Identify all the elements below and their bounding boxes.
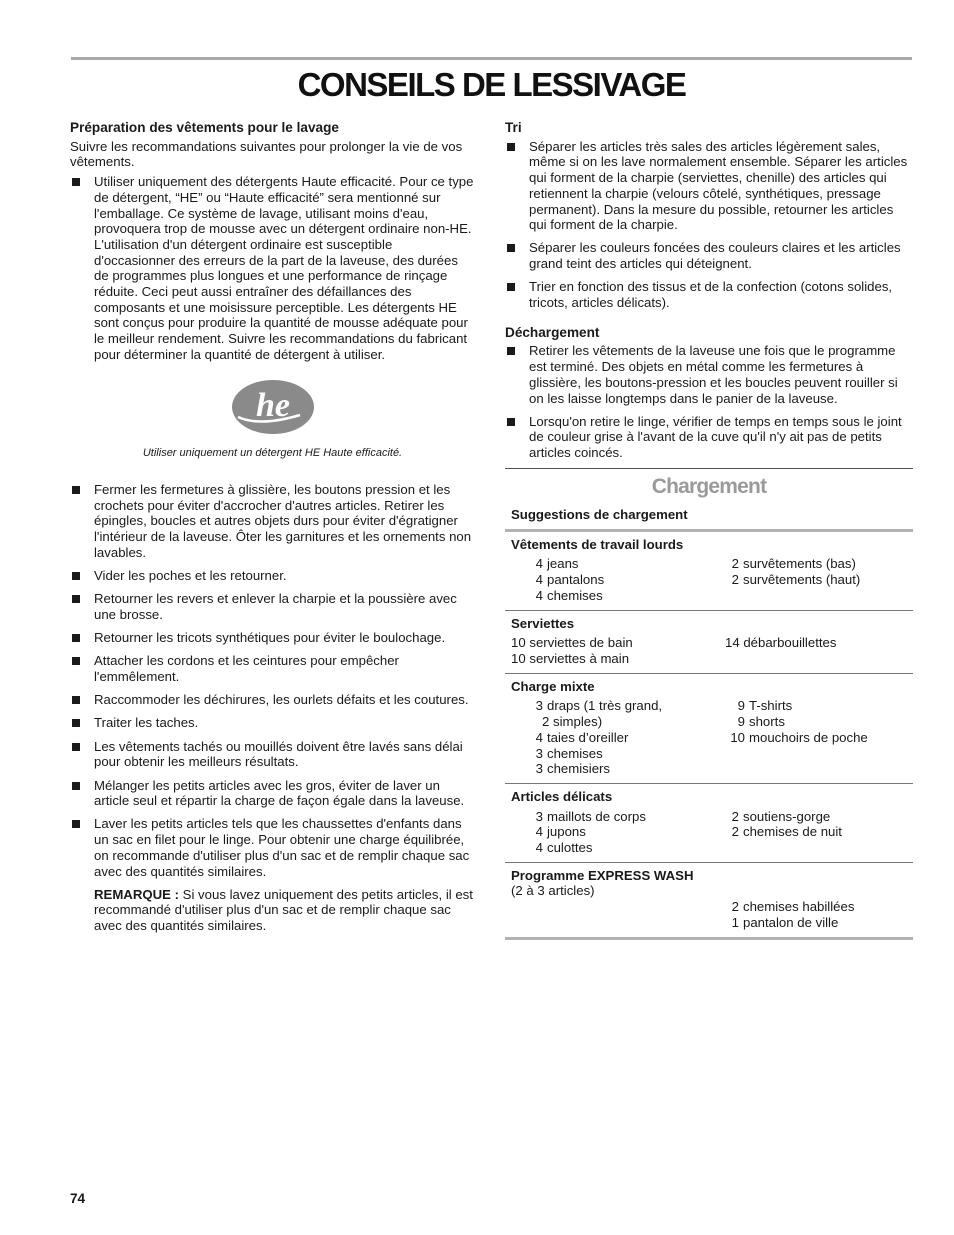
- note-paragraph: [94, 887, 475, 934]
- qty: 4: [535, 840, 543, 856]
- item-row: [725, 714, 907, 730]
- item-row: [529, 698, 725, 714]
- tri-heading: Tri: [505, 120, 522, 135]
- preparation-list-1: [70, 174, 475, 362]
- list-item: Retourner les revers et enlever la charpie et la poussière avec une brosse.: [70, 591, 475, 622]
- item: serviettes à main: [529, 650, 630, 666]
- item: soutiens-gorge: [743, 808, 831, 824]
- group-serviettes: [505, 611, 913, 674]
- list-item: Raccommoder les déchirures, les ourlets défaits et les coutures.: [70, 692, 475, 708]
- item: 2 simples): [542, 714, 603, 730]
- item-row: [529, 714, 725, 730]
- item-row: [725, 730, 907, 746]
- list-item: Mélanger les petits articles avec les gros, éviter de laver un article seul et répartir la charge de façon égale dans la laveuse.: [70, 778, 475, 809]
- item: chemises de nuit: [743, 824, 842, 840]
- item: jupons: [547, 824, 586, 840]
- qty: 2: [731, 824, 739, 840]
- item: maillots de corps: [547, 808, 646, 824]
- group-title: Articles délicats: [511, 788, 613, 804]
- qty: 2: [731, 572, 739, 588]
- item-row: [725, 915, 907, 931]
- he-logo-text: he: [255, 386, 290, 424]
- item-row: [529, 556, 725, 572]
- group-items: [511, 635, 907, 666]
- qty: 3: [535, 745, 543, 761]
- qty: 9: [737, 698, 745, 714]
- group-articles-delicats: [505, 784, 913, 863]
- item: culottes: [547, 840, 593, 856]
- qty: 10: [511, 650, 526, 666]
- preparation-heading: Préparation des vêtements pour le lavage: [70, 120, 339, 135]
- list-item: Séparer les articles très sales des articles légèrement sales, même si on les lave normalement ensemble. Séparer les articles qui forment de la charpie (serviettes, chenille) des articles qui retiennent la charpie (velours côtelé, synthétiques, pressage permanent). Dans la mesure du possible, retourner les articles qui forment de la charpie.: [505, 139, 913, 233]
- item-row: [725, 572, 907, 588]
- item: pantalon de ville: [743, 914, 839, 930]
- item-row: [529, 572, 725, 588]
- list-item: Séparer les couleurs foncées des couleurs claires et les articles grand teint des articles qui déteignent.: [505, 240, 913, 271]
- right-column: [505, 120, 913, 940]
- he-logo: [70, 377, 475, 441]
- group-items: [511, 556, 907, 603]
- preparation-list-2: [70, 482, 475, 879]
- chargement-title: Chargement: [651, 475, 767, 499]
- item-row: [529, 761, 725, 777]
- group-express-wash: [505, 863, 913, 940]
- item: chemises habillées: [743, 899, 855, 915]
- group-items: [511, 809, 907, 856]
- item-row: [725, 824, 907, 840]
- group-title: Programme EXPRESS WASH: [511, 867, 694, 883]
- item-row: [725, 635, 907, 651]
- item-row: [529, 840, 725, 856]
- qty: 1: [731, 914, 739, 930]
- group-items: [511, 698, 907, 777]
- note-label: REMARQUE :: [94, 886, 179, 902]
- suggestions-header: Suggestions de chargement: [505, 505, 913, 532]
- qty: 9: [737, 714, 745, 730]
- qty: 2: [731, 808, 739, 824]
- list-item: Utiliser uniquement des détergents Haute efficacité. Pour ce type de détergent, “HE” ou “Haute efficacité” sera mentionné sur l'emballage. Ce système de lavage, utilisant moins d'eau, provoquera trop de mousse avec un détergent ordinaire non-HE. L'utilisation d'un détergent ordinaire est susceptible d'occasionner des erreurs de la part de la laveuse, des durées de programmes plus longues et une performance de rinçage réduite. Ceci peut aussi entraîner des défaillances des composants et une moisissure perceptible. Les détergents HE sont conçus pour produire la quantité de mousse adéquate pour le meilleur rendement. Suivre les recommandations du fabricant pour déterminer la quantité de détergent à utiliser.: [70, 174, 475, 362]
- list-item: Les vêtements tachés ou mouillés doivent être lavés sans délai pour obtenir les meilleurs résultats.: [70, 739, 475, 770]
- group-title: Serviettes: [511, 615, 575, 631]
- qty: 2: [731, 899, 739, 915]
- tri-list: [505, 139, 913, 311]
- qty: 4: [535, 587, 543, 603]
- qty: 3: [535, 808, 543, 824]
- item: draps (1 très grand,: [547, 698, 663, 714]
- item-row: [725, 809, 907, 825]
- group-items: [511, 899, 907, 930]
- item-row: [529, 730, 725, 746]
- item-row: [529, 746, 725, 762]
- item: mouchoirs de poche: [749, 729, 868, 745]
- item: taies d’oreiller: [547, 729, 629, 745]
- col-a: [511, 556, 725, 603]
- col-b: [725, 635, 907, 666]
- qty: 4: [535, 572, 543, 588]
- col-b: [725, 556, 907, 603]
- qty: 4: [535, 824, 543, 840]
- list-item: Traiter les taches.: [70, 715, 475, 731]
- item: chemises: [547, 587, 603, 603]
- list-item: Retirer les vêtements de la laveuse une fois que le programme est terminé. Des objets en métal comme les fermetures à glissière, les boutons-pression et les boucles peuvent rouiller si on les laisse longtemps dans le panier de la laveuse.: [505, 343, 913, 406]
- item-row: [725, 556, 907, 572]
- item-row: [511, 651, 725, 667]
- item-row: [529, 824, 725, 840]
- qty: 10: [730, 729, 745, 745]
- list-item: Vider les poches et les retourner.: [70, 568, 475, 584]
- list-item: Attacher les cordons et les ceintures pour empêcher l'emmêlement.: [70, 653, 475, 684]
- group-title: Charge mixte: [511, 678, 595, 694]
- item-row: [529, 809, 725, 825]
- list-item: Lorsqu'on retire le linge, vérifier de temps en temps sous le joint de couleur grise à l'avant de la cuve qu'il n'y ait pas de petits articles coincés.: [505, 414, 913, 461]
- list-item: Fermer les fermetures à glissière, les boutons pression et les crochets pour éviter d'accrocher d'autres articles. Retirer les épingles, boucles et autres objets durs pour éviter d'égratigner l'intérieur de la laveuse. Ôter les garnitures et les ornements non lavables.: [70, 482, 475, 561]
- group-title: Vêtements de travail lourds: [511, 536, 684, 552]
- qty: 3: [535, 761, 543, 777]
- col-b: [725, 698, 907, 777]
- col-a: [511, 635, 725, 666]
- logo-caption: Utiliser uniquement un détergent HE Haute efficacité.: [142, 447, 403, 460]
- list-item: Laver les petits articles tels que les chaussettes d'enfants dans un sac en filet pour le linge. Pour obtenir une charge équilibrée, on recommande d'utiliser plus d'un sac et de remplir chaque sac avec des quantités similaires.: [70, 816, 475, 879]
- left-column: [70, 120, 475, 934]
- item: survêtements (bas): [743, 556, 856, 572]
- preparation-intro: Suivre les recommandations suivantes pour prolonger la vie de vos vêtements.: [70, 138, 463, 170]
- item: débarbouillettes: [743, 635, 837, 651]
- qty: 3: [535, 698, 543, 714]
- top-rule: [71, 57, 912, 60]
- item: chemisiers: [547, 761, 611, 777]
- list-item: Trier en fonction des tissus et de la confection (cotons solides, tricots, articles délicats).: [505, 279, 913, 310]
- item: shorts: [749, 714, 785, 730]
- item-row: [725, 698, 907, 714]
- item-row: [725, 899, 907, 915]
- qty: 14: [725, 635, 740, 651]
- chargement-section: [505, 468, 913, 939]
- col-a: [511, 698, 725, 777]
- dechargement-list: [505, 343, 913, 460]
- list-item: Retourner les tricots synthétiques pour éviter le boulochage.: [70, 630, 475, 646]
- col-a: [511, 809, 725, 856]
- item: chemises: [547, 745, 603, 761]
- group-travail-lourds: [505, 532, 913, 611]
- page-number: 74: [70, 1191, 86, 1206]
- qty: 2: [731, 556, 739, 572]
- note-text: Si vous lavez uniquement des petits articles, il est recommandé d'utiliser plus d'un sac et de remplir chaque sac avec des quantités similaires.: [94, 886, 473, 934]
- item: survêtements (haut): [743, 572, 861, 588]
- qty: 4: [535, 729, 543, 745]
- item: pantalons: [547, 572, 605, 588]
- col-b: [725, 809, 907, 856]
- he-logo-icon: [230, 377, 316, 437]
- item: jeans: [547, 556, 579, 572]
- page-title: CONSEILS DE LESSIVAGE: [297, 66, 686, 103]
- group-subtitle: (2 à 3 articles): [511, 883, 595, 899]
- item: T-shirts: [749, 698, 793, 714]
- item-row: [529, 588, 725, 604]
- item: serviettes de bain: [529, 635, 633, 651]
- col-b: [725, 899, 907, 930]
- dechargement-heading: Déchargement: [505, 324, 600, 340]
- item-row: [511, 635, 725, 651]
- col-a: [511, 899, 725, 930]
- qty: 4: [535, 556, 543, 572]
- group-charge-mixte: [505, 674, 913, 784]
- qty: 10: [511, 635, 526, 651]
